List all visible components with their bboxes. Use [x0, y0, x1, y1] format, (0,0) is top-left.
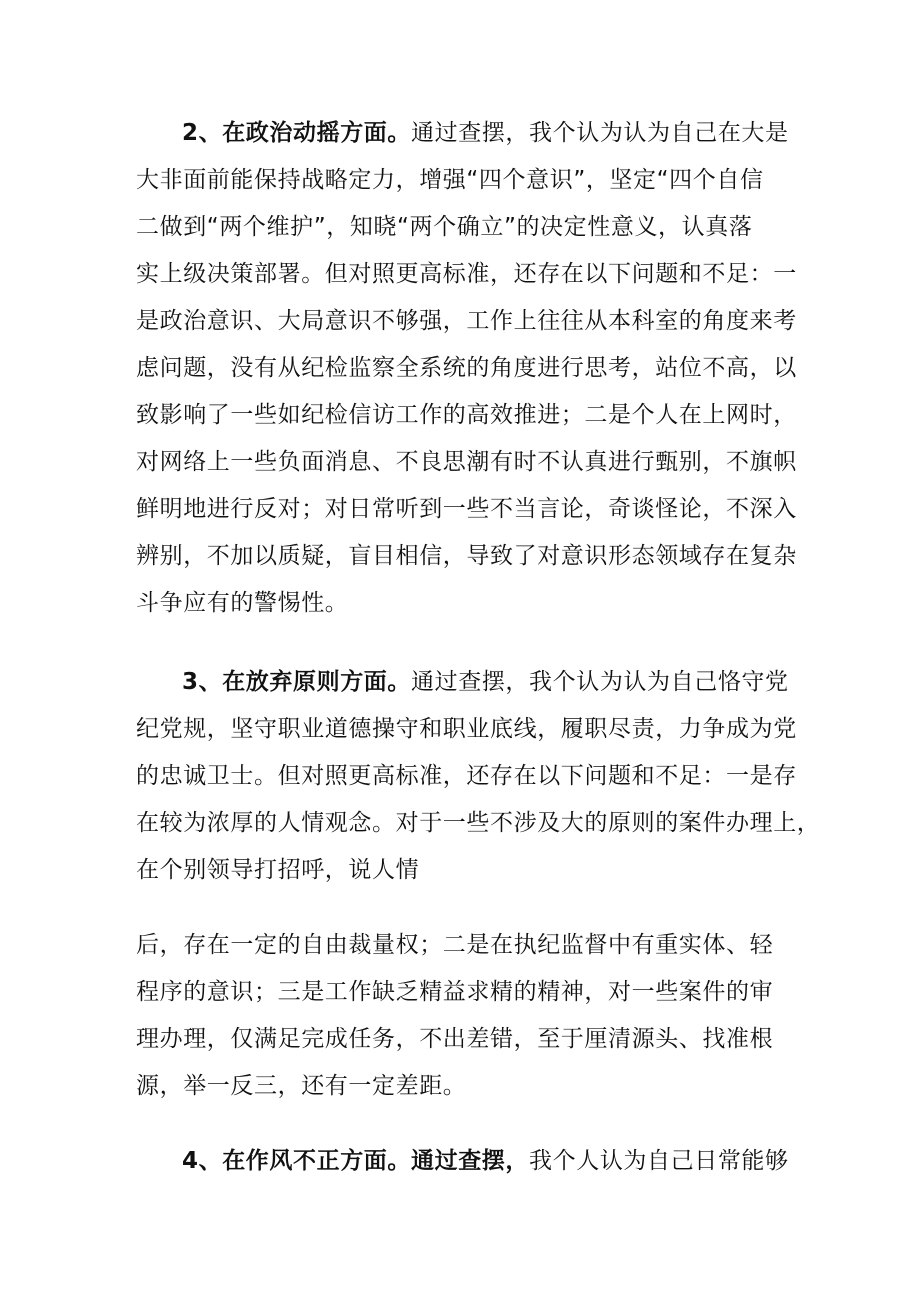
paragraph-2-line-7: 致影响了一些如纪检信访工作的高效推进；二是个人在上网时，: [136, 402, 797, 428]
paragraph-3-line-3: 的忠诚卫士。但对照更高标准，还存在以下问题和不足：一是存: [136, 763, 797, 789]
heading-political: 2、在政治动摇方面。: [182, 120, 412, 146]
heading-principle: 3、在放弃原则方面。: [182, 669, 412, 695]
paragraph-3-line-8: 理办理，仅满足完成任务，不出差错，至于厘清源头、找准根: [136, 1026, 774, 1052]
paragraph-4-line-1: [182, 1146, 842, 1176]
paragraph-2-line-2: 大非面前能保持战略定力，增强“四个意识”，坚定“四个自信: [136, 167, 764, 193]
line-text: 通过查摆，我个认为认为自己恪守党: [411, 669, 789, 695]
paragraph-2-line-8: 对网络上一些负面消息、不良思潮有时不认真进行甄别，不旗帜: [136, 449, 797, 475]
paragraph-2-line-9: 鲜明地进行反对；对日常听到一些不当言论，奇谈怪论，不深入: [136, 496, 797, 522]
paragraph-3-line-5: 在个别领导打招呼，说人情: [136, 857, 420, 883]
paragraph-2-line-6: 虑问题，没有从纪检监察全系统的角度进行思考，站位不高，以: [136, 355, 797, 381]
paragraph-3-line-4: 在较为浓厚的人情观念。对于一些不涉及大的原则的案件办理上，: [136, 810, 821, 836]
paragraph-2-line-5: 是政治意识、大局意识不够强，工作上往往从本科室的角度来考: [136, 308, 797, 334]
line-text: 我个人认为自己日常能够: [529, 1148, 789, 1174]
paragraph-2-line-4: 实上级决策部署。但对照更高标准，还存在以下问题和不足：一: [136, 261, 797, 287]
paragraph-3-line-2: 纪党规，坚守职业道德操守和职业底线，履职尽责，力争成为党: [136, 716, 797, 742]
heading-style: 4、在作风不正方面。通过查摆，: [182, 1148, 530, 1174]
paragraph-3-line-9: 源，举一反三，还有一定差距。: [136, 1073, 467, 1099]
paragraph-2-line-10: 辨别，不加以质疑，盲目相信，导致了对意识形态领域存在复杂: [136, 543, 797, 569]
paragraph-2-line-1: [182, 118, 842, 148]
paragraph-3-line-7: 程序的意识；三是工作缺乏精益求精的精神，对一些案件的审: [136, 979, 774, 1005]
paragraph-3-line-6: 后，存在一定的自由裁量权；二是在执纪监督中有重实体、轻: [136, 932, 774, 958]
paragraph-2-line-11: 斗争应有的警惕性。: [136, 590, 349, 616]
paragraph-2-line-3: 二做到“两个维护”，知晓“两个确立”的决定性意义，认真落: [136, 214, 753, 240]
line-text: 通过查摆，我个认为认为自己在大是: [411, 120, 789, 146]
paragraph-3-line-1: [182, 667, 842, 697]
